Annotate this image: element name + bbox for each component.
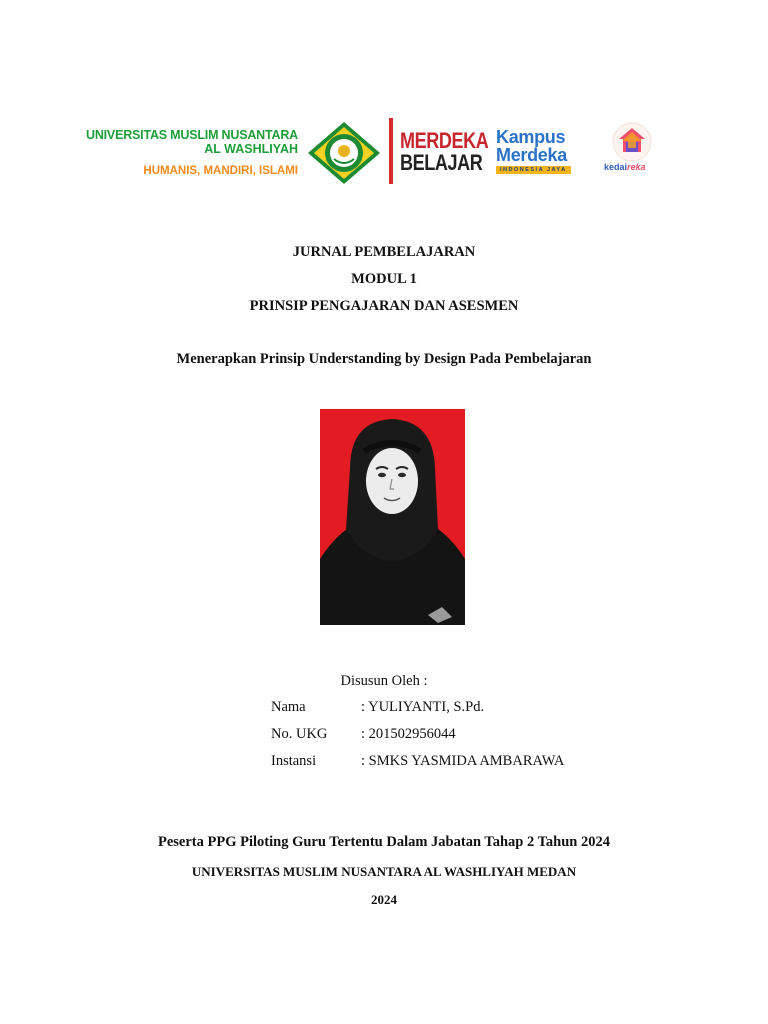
footer-program-line: Peserta PPG Piloting Guru Tertentu Dalam Jabatan Tahap 2 Tahun 2024 <box>158 834 610 850</box>
name-label: Nama <box>271 699 306 715</box>
institution-label: Instansi <box>271 753 317 769</box>
institution-value: : SMKS YASMIDA AMBARAWA <box>361 753 565 769</box>
kampus-merdeka-logo <box>496 128 571 174</box>
author-photo <box>320 409 465 625</box>
kedaireka-house-icon <box>612 122 652 162</box>
kedaireka-logo <box>598 122 668 180</box>
prepared-by-heading: Disusun Oleh : <box>340 673 428 689</box>
footer-university-line: UNIVERSITAS MUSLIM NUSANTARA AL WASHLIYAH MEDAN <box>191 864 577 879</box>
kampus-text: Kampus <box>496 127 566 147</box>
ukg-value: : 201502956044 <box>361 726 456 742</box>
document-title-line3: PRINSIP PENGAJARAN DAN ASESMEN <box>249 298 519 314</box>
university-tagline: HUMANIS, MANDIRI, ISLAMI <box>143 165 298 177</box>
university-name-line2: AL WASHLIYAH <box>204 142 298 156</box>
logo-divider <box>389 118 393 184</box>
footer-year: 2024 <box>371 892 397 907</box>
logo-bar <box>80 118 680 188</box>
merdeka-belajar-logo <box>400 130 508 174</box>
document-subtitle: Menerapkan Prinsip Understanding by Design Pada Pembelajaran <box>176 351 592 367</box>
kedaireka-wordmark: kedaireka <box>604 162 646 172</box>
merdeka-text: MERDEKA <box>400 128 489 153</box>
university-wordmark <box>86 128 298 178</box>
document-title-line1: JURNAL PEMBELAJARAN <box>292 244 476 260</box>
document-title-line2: MODUL 1 <box>351 271 417 287</box>
portrait-image <box>320 409 465 625</box>
university-name-line1: UNIVERSITAS MUSLIM NUSANTARA <box>86 128 298 142</box>
ukg-label: No. UKG <box>271 726 328 742</box>
belajar-text: BELAJAR <box>400 150 483 175</box>
university-seal-icon <box>306 121 382 185</box>
merdeka-text-2: Merdeka <box>496 145 567 165</box>
name-value: : YULIYANTI, S.Pd. <box>361 699 485 715</box>
indonesia-jaya-banner: INDONESIA JAYA <box>496 166 571 174</box>
